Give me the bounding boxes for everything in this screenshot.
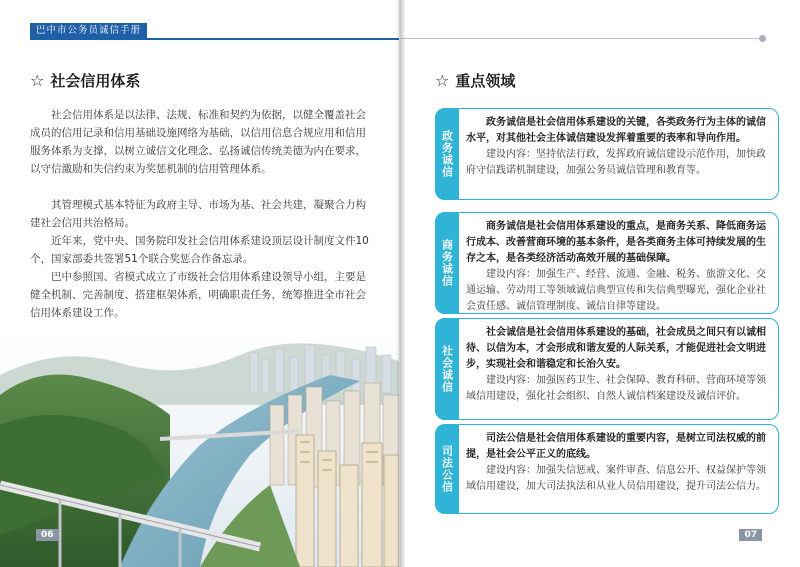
paragraph-2: 其管理模式基本特征为政府主导、市场为基、社会共建，凝聚合力构建社会信用共治格局。 <box>30 199 366 229</box>
card-content: 建设内容：坚持依法行政，发挥政府诚信建设示范作用，加快政府守信践诺机制建设，加强公务员诚信管理和教育等。 <box>466 149 766 176</box>
card-content: 建设内容：加强医药卫生、社会保障、教育科研、营商环境等领域信用建设，强化社会组织、自然人诚信档案建设及诚信评价。 <box>466 375 766 402</box>
card-judicial-credibility <box>435 424 779 514</box>
card-lead: 司法公信是社会信用体系建设的重要内容，是树立司法权威的前提，是社会公平正义的底线。 <box>466 433 766 460</box>
paragraph-3: 近年来，党中央、国务院印发社会信用体系建设顶层设计制度文件10个，国家部委共签署51个联合奖惩合作备忘录。 <box>30 235 369 265</box>
right-title-text: 重点领域 <box>455 72 516 90</box>
card-content: 建设内容：加强生产、经营、流通、金融、税务、旅游文化、交通运输、劳动用工等领域诚信典型宣传和失信典型曝光，强化企业社会责任感、诚信管理制度、诚信自律等建设。 <box>466 269 766 312</box>
card-tab: 政务诚信 <box>435 108 459 200</box>
book-gutter <box>396 0 406 567</box>
city-photo <box>0 335 399 567</box>
star-icon: ☆ <box>435 71 450 90</box>
paragraph-1: 社会信用体系是以法律、法规、标准和契约为依据，以健全覆盖社会成员的信用记录和信用基础设施网络为基础，以信用信息合规应用和信用服务体系为支撑，以树立诚信文化理念、弘扬诚信传统美德为内在要求，以守信激励和失信约束为奖惩机制的信用管理体系。 <box>30 109 366 175</box>
left-page-number: 06 <box>36 529 59 541</box>
card-lead: 政务诚信是社会信用体系建设的关键，各类政务行为主体的诚信水平，对其他社会主体诚信建设发挥着重要的表率和导向作用。 <box>466 117 766 144</box>
card-lead: 商务诚信是社会信用体系建设的重点，是商务关系、降低商务运行成本、改善营商环境的基本条件，是各类商务主体可持续发展的生存之本，是各类经济活动高效开展的基础保障。 <box>466 221 766 264</box>
left-page <box>0 0 399 567</box>
header-rule <box>30 38 399 40</box>
paragraph-4: 巴中参照国、省模式成立了市级社会信用体系建设领导小组，主要是健全机制、完善制度、搭建框架体系，明确职责任务，统筹推进全市社会信用体系建设工作。 <box>30 271 366 319</box>
card-lead: 社会诚信是社会信用体系建设的基础，社会成员之间只有以诚相待、以信为本，才会形成和谐友爱的人际关系，才能促进社会文明进步，实现社会和谐稳定和长治久安。 <box>466 327 766 370</box>
right-section-title <box>435 70 515 91</box>
header-dot <box>759 35 766 42</box>
card-tab: 社会诚信 <box>435 318 459 420</box>
card-business-integrity <box>435 212 779 314</box>
card-government-integrity <box>435 108 779 200</box>
star-icon: ☆ <box>30 71 45 90</box>
left-title-text: 社会信用体系 <box>50 72 141 90</box>
right-page-number: 07 <box>739 529 762 541</box>
left-section-title <box>30 70 140 91</box>
card-tab: 商务诚信 <box>435 212 459 314</box>
card-content: 建设内容：加强失信惩戒、案件审查、信息公开、权益保护等领域信用建设，加大司法执法和从业人员信用建设，提升司法公信力。 <box>466 465 766 492</box>
header-tag: 巴中市公务员诚信手册 <box>30 23 147 38</box>
header-rule-right <box>401 38 761 39</box>
right-page <box>401 0 800 567</box>
card-tab: 司法公信 <box>435 424 459 514</box>
card-social-integrity <box>435 318 779 420</box>
